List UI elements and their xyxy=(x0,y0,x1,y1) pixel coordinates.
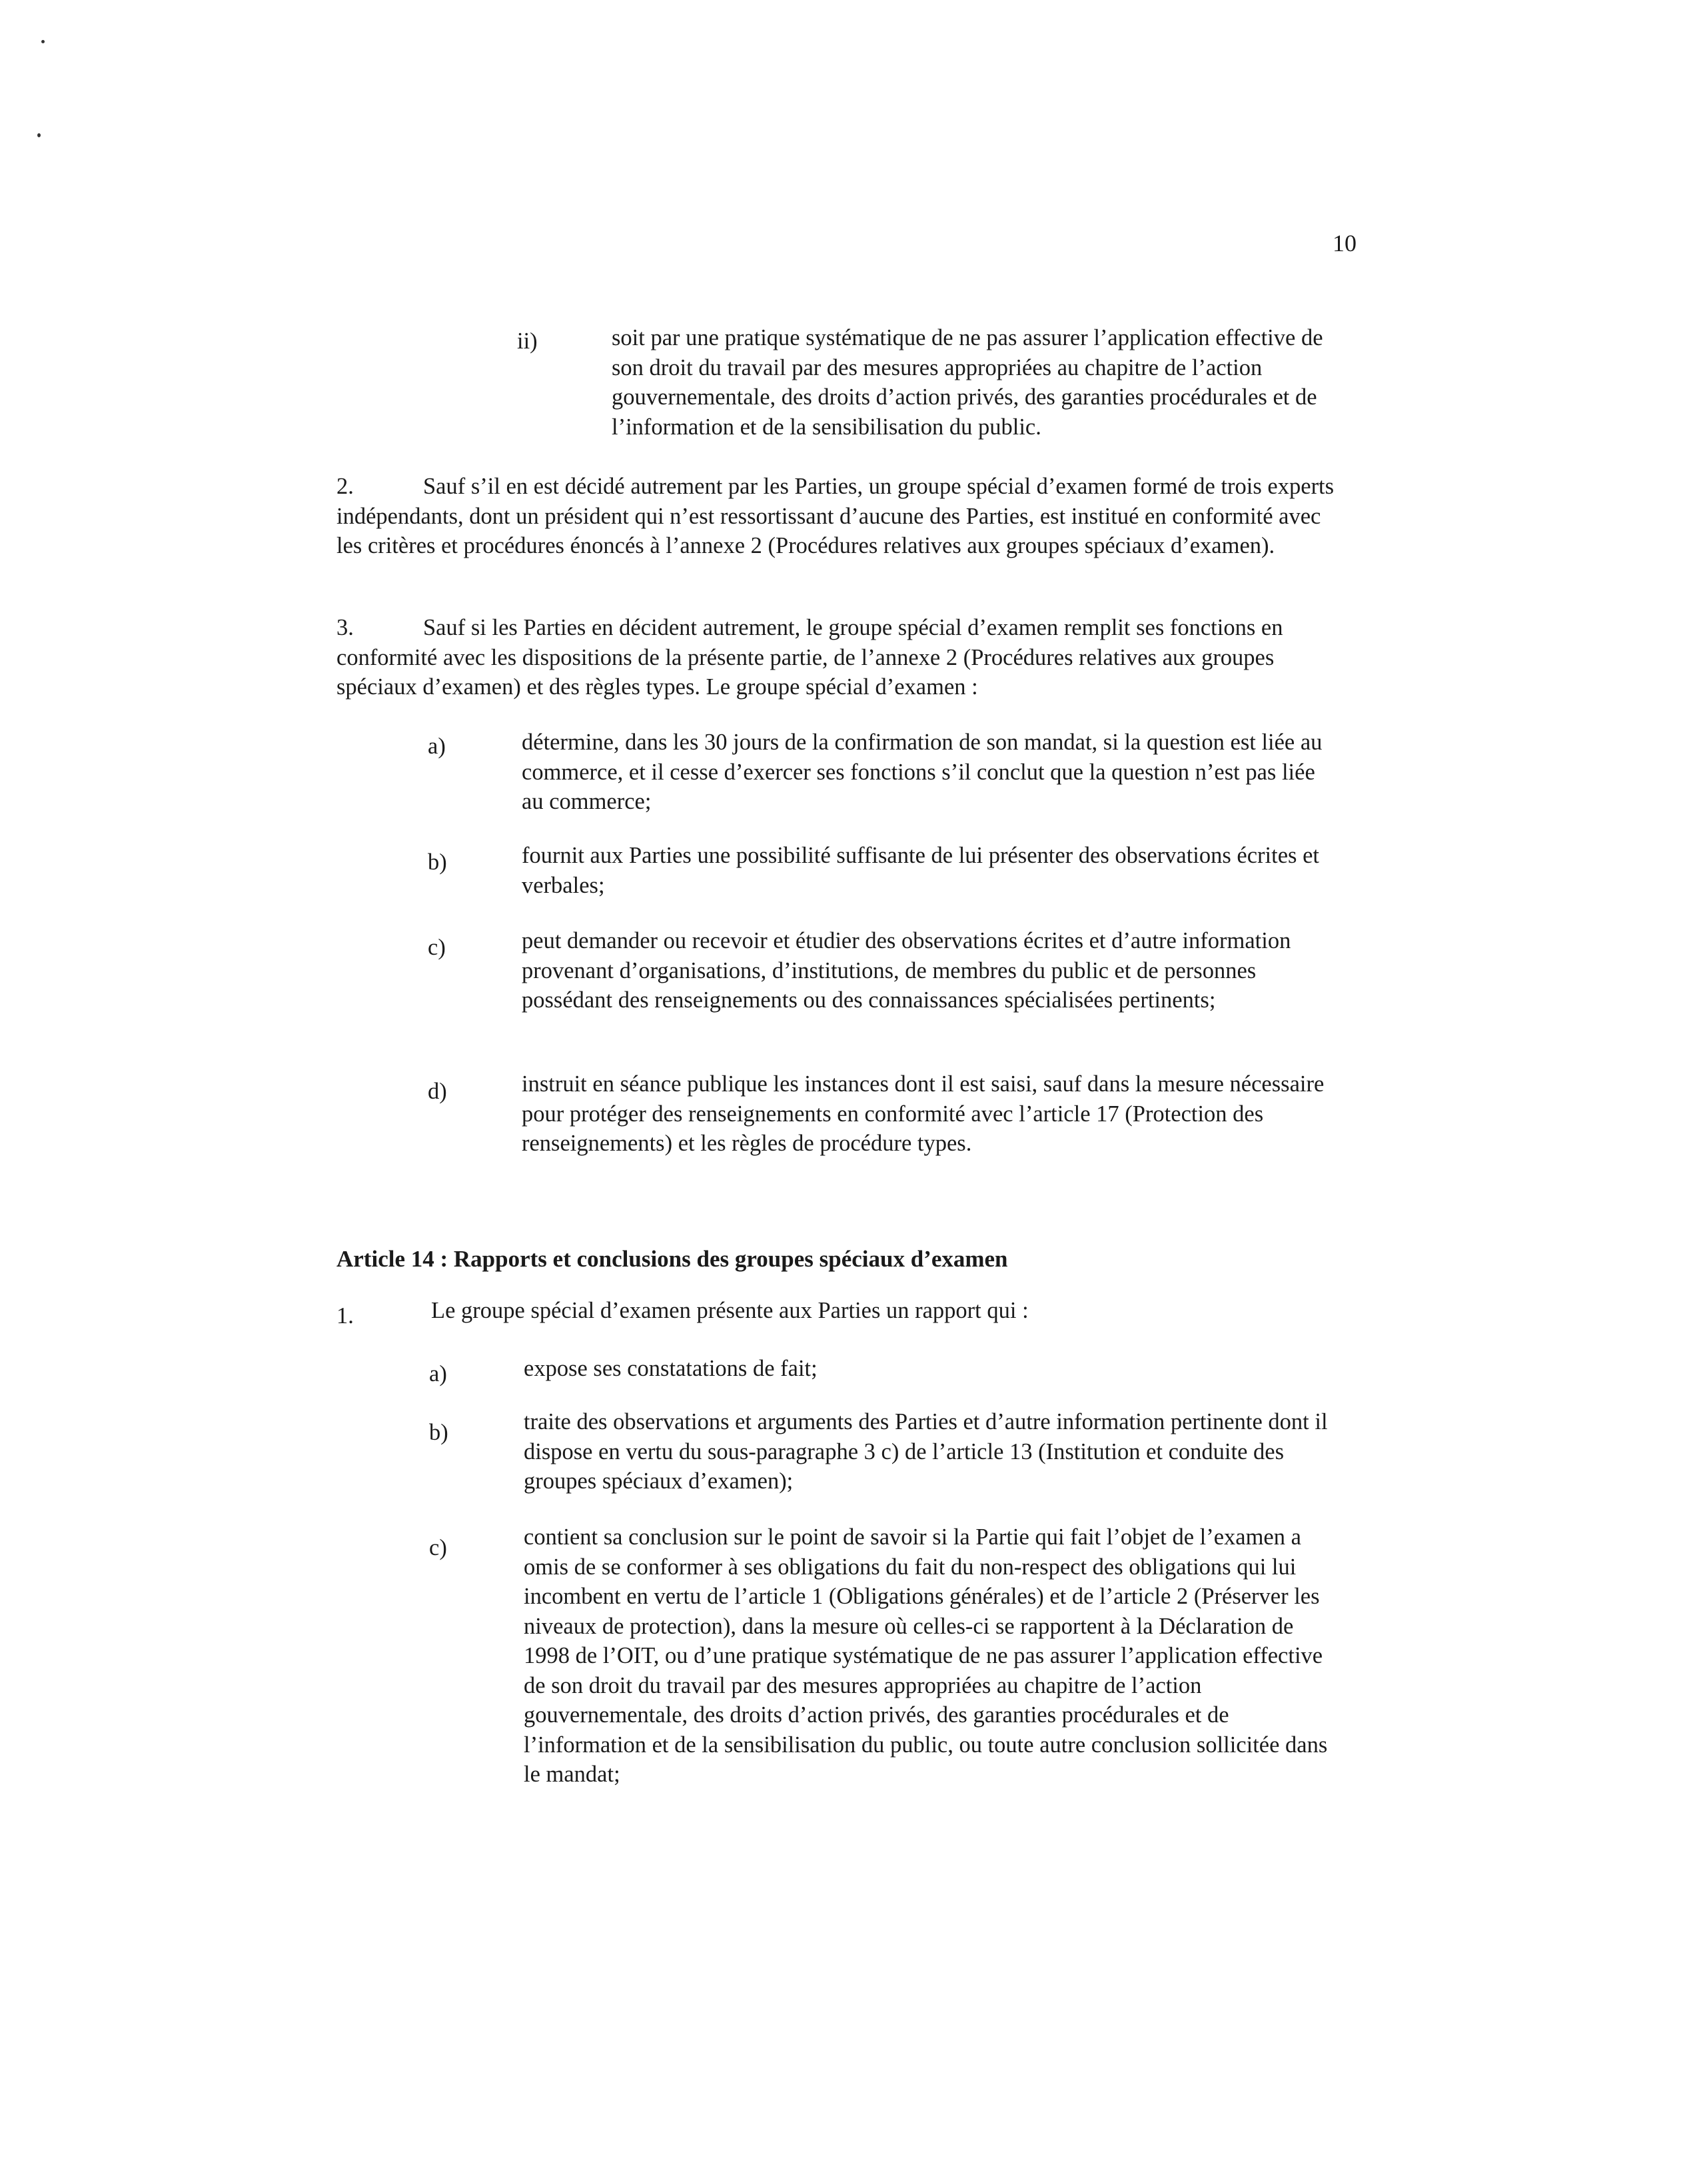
list-item-text: peut demander ou recevoir et étudier des observations écrites et d’autre information provenant d’organisations, d’institutions, de membres du public et de personnes possédant des renseignements ou des connaissances spécialisées pertinents; xyxy=(522,928,1291,1013)
scan-speck xyxy=(41,40,45,43)
list-item-text: instruit en séance publique les instances dont il est saisi, sauf dans la mesure nécessaire pour protéger des renseignements en conformité avec l’article 17 (Protection des renseignements) et les règles de procédure types. xyxy=(522,1071,1325,1156)
list-item-label: c) xyxy=(429,1535,447,1560)
list-item-text: fournit aux Parties une possibilité suffisante de lui présenter des observations écrites et verbales; xyxy=(522,843,1319,898)
list-item-label: c) xyxy=(428,935,446,960)
paragraph-text: Sauf si les Parties en décident autrement, le groupe spécial d’examen remplit ses fonctions en conformité avec les dispositions de la présente partie, de l’annexe 2 (Procédures relatives aux groupes spéciaux d’examen) et des règles types. Le groupe spécial d’examen : xyxy=(336,615,1283,700)
list-item-label: b) xyxy=(429,1420,448,1445)
list-item-label: d) xyxy=(428,1079,447,1104)
list-item-text: soit par une pratique systématique de ne pas assurer l’application effective de son droit du travail par des mesures appropriées au chapitre de l’action gouvernementale, des droits d’action privés, des garanties procédurales et de l’information et de la sensibilisation du public. xyxy=(612,325,1323,440)
list-item-text: détermine, dans les 30 jours de la confirmation de son mandat, si la question est liée au commerce, et il cesse d’exercer ses fonctions s’il conclut que la question n’est pas liée au commerce; xyxy=(522,730,1323,814)
scan-speck xyxy=(37,133,41,137)
paragraph-number: 1. xyxy=(336,1303,354,1329)
paragraph-text: Le groupe spécial d’examen présente aux Parties un rapport qui : xyxy=(431,1298,1029,1323)
paragraph-3 xyxy=(336,613,1336,702)
list-item-label: a) xyxy=(428,734,446,759)
paragraph-number: 2. xyxy=(336,474,354,499)
article-heading: Article 14 : Rapports et conclusions des groupes spéciaux d’examen xyxy=(336,1246,1008,1272)
list-item-text: expose ses constatations de fait; xyxy=(524,1356,818,1381)
paragraph-number: 3. xyxy=(336,615,354,640)
paragraph-text: Sauf s’il en est décidé autrement par les Parties, un groupe spécial d’examen formé de trois experts indépendants, dont un président qui n’est ressortissant d’aucune des Parties, est institué en conformité avec les critères et procédures énoncés à l’annexe 2 (Procédures relatives aux groupes spéciaux d’examen). xyxy=(336,474,1335,558)
list-item-label: ii) xyxy=(517,328,538,354)
list-item-label: b) xyxy=(428,849,447,875)
list-item-text: contient sa conclusion sur le point de savoir si la Partie qui fait l’objet de l’examen a omis de se conformer à ses obligations du fait du non-respect des obligations qui lui incombent en vertu de l’article 1 (Obligations générales) et de l’article 2 (Préserver les niveaux de protection), dans la mesure où celles-ci se rapportent à la Déclaration de 1998 de l’OIT, ou d’une pratique systématique de ne pas assurer l’application effective de son droit du travail par des mesures appropriées au chapitre de l’action gouvernementale, des droits d’action privés, des garanties procédurales et de l’information et de la sensibilisation du public, ou toute autre conclusion sollicitée dans le mandat; xyxy=(524,1524,1328,1787)
list-item-label: a) xyxy=(429,1361,447,1386)
page-number: 10 xyxy=(1333,230,1357,257)
list-item-text: traite des observations et arguments des Parties et d’autre information pertinente dont il dispose en vertu du sous-paragraphe 3 c) de l’article 13 (Institution et conduite des groupes spéciaux d’examen); xyxy=(524,1409,1328,1494)
paragraph-2 xyxy=(336,472,1336,561)
